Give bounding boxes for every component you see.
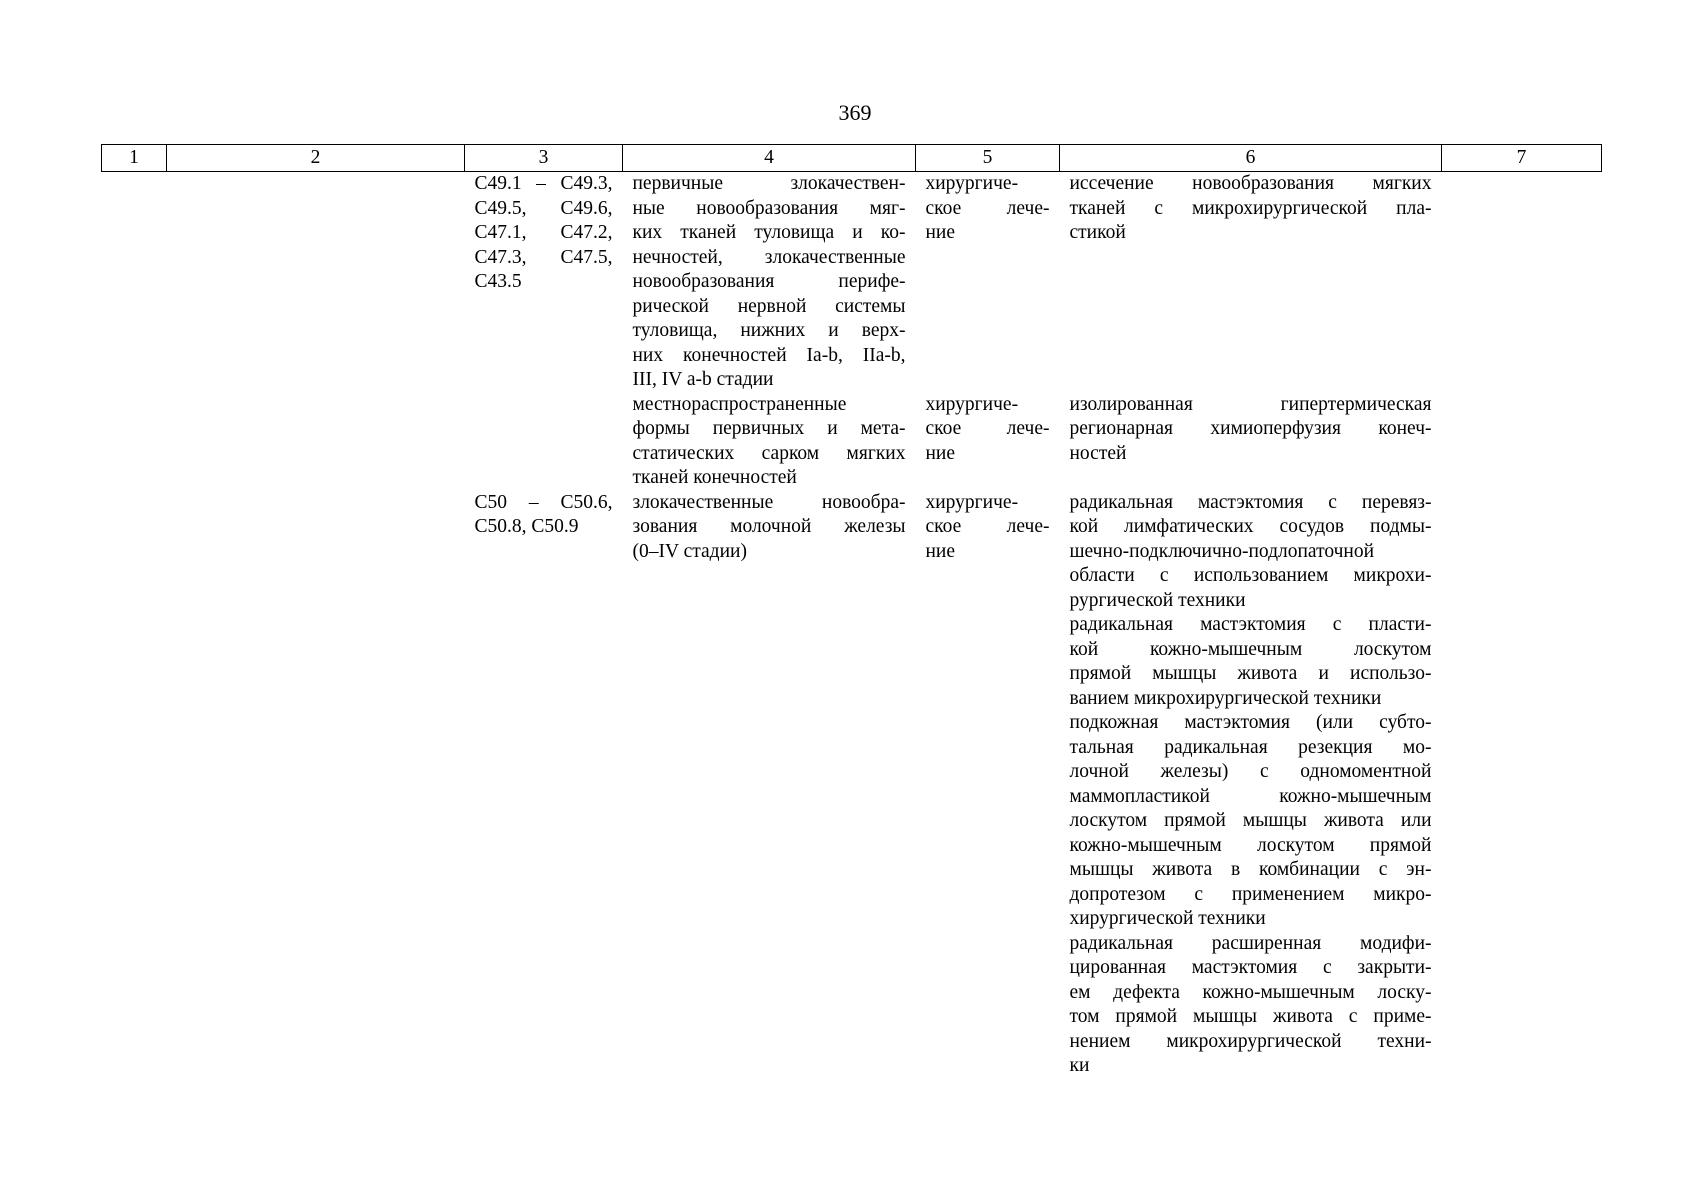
procedure-line: тканей с микрохирургической пла- <box>1069 197 1432 219</box>
procedure-item <box>1070 491 1432 614</box>
treatment-type-cell <box>916 393 1060 491</box>
procedure-line: ки <box>1069 1055 1090 1076</box>
condition-line: местнораспространенные <box>632 393 847 415</box>
condition-line: ные новообразования мяг- <box>632 197 906 219</box>
column-header-7: 7 <box>1442 145 1602 172</box>
table-body <box>102 172 1602 1079</box>
procedure-line: том прямой мышцы живота с приме- <box>1069 1006 1432 1027</box>
procedure-line: изолированная гипертермическая <box>1069 393 1432 415</box>
treatment-type-cell <box>916 172 1060 393</box>
procedure-line: лоскутом прямой мышцы живота или <box>1069 810 1432 831</box>
cell-col2 <box>167 172 465 393</box>
icd-codes-cell <box>465 491 623 1079</box>
condition-line: злокачественные новообра- <box>632 491 906 513</box>
procedure-line: допротезом с применением микро- <box>1069 883 1432 905</box>
treatment-line: хирургиче- <box>925 173 1019 194</box>
procedures-table <box>101 144 1602 1079</box>
condition-line: формы первичных и мета- <box>632 418 906 439</box>
procedure-line: ем дефекта кожно-мышечным лоску- <box>1069 981 1432 1003</box>
cell-col1 <box>102 172 167 393</box>
procedure-item <box>1070 711 1432 932</box>
column-header-4: 4 <box>623 145 916 172</box>
procedure-line: шечно-подключично-подлопаточной <box>1069 540 1375 562</box>
cell-col2 <box>167 393 465 491</box>
icd-codes-cell <box>465 172 623 393</box>
procedure-cell <box>1060 393 1442 491</box>
treatment-line: ние <box>925 222 956 243</box>
icd-code-line: С47.3, С47.5, <box>474 246 613 268</box>
condition-line: них конечностей Ia-b, IIa-b, <box>632 344 906 366</box>
procedure-line: ванием микрохирургической техники <box>1069 687 1382 709</box>
column-header-6: 6 <box>1060 145 1442 172</box>
column-header-2: 2 <box>167 145 465 172</box>
icd-code-line: С43.5 <box>474 271 522 292</box>
condition-line: первичные злокачествен- <box>632 173 906 194</box>
procedure-line: тальная радикальная резекция мо- <box>1069 736 1432 758</box>
procedure-line: прямой мышцы живота и использо- <box>1069 663 1432 684</box>
condition-line: нечностей, злокачественные <box>632 246 906 268</box>
procedure-line: радикальная мастэктомия с пласти- <box>1069 614 1432 635</box>
procedure-line: лочной железы) с одномоментной <box>1069 761 1432 782</box>
condition-line: туловища, нижних и верх- <box>632 320 906 341</box>
procedure-line: кожно-мышечным лоскутом прямой <box>1069 834 1432 856</box>
procedure-line: регионарная химиоперфузия конеч- <box>1069 418 1432 439</box>
procedure-item <box>1070 393 1432 467</box>
column-header-3: 3 <box>465 145 623 172</box>
condition-cell <box>623 491 916 1079</box>
condition-line: тканей конечностей <box>632 467 797 488</box>
cell-col7 <box>1442 393 1602 491</box>
condition-cell <box>623 393 916 491</box>
condition-line: III, IV a-b стадии <box>632 369 774 390</box>
icd-code-line: С49.5, С49.6, <box>474 197 613 219</box>
table-row <box>102 172 1602 393</box>
procedure-line: нением микрохирургической техни- <box>1069 1030 1432 1052</box>
table-row <box>102 393 1602 491</box>
procedure-line: кой лимфатических сосудов подмы- <box>1069 516 1432 537</box>
treatment-line: хирургиче- <box>925 393 1019 415</box>
condition-line: рической нервной системы <box>632 295 906 317</box>
condition-line: зования молочной железы <box>632 516 906 537</box>
treatment-line: ние <box>925 442 956 464</box>
procedure-line: мышцы живота в комбинации с эн- <box>1069 859 1432 880</box>
icd-codes-cell <box>465 393 623 491</box>
condition-cell <box>623 172 916 393</box>
procedure-line: рургической техники <box>1069 589 1246 611</box>
icd-code-line: С49.1 – С49.3, <box>474 173 613 194</box>
cell-col7 <box>1442 172 1602 393</box>
procedure-line: ностей <box>1069 442 1127 464</box>
procedure-item <box>1070 613 1432 711</box>
procedure-line: стикой <box>1069 222 1126 243</box>
condition-line: новообразования перифе- <box>632 271 906 292</box>
procedure-line: радикальная мастэктомия с перевяз- <box>1069 491 1432 513</box>
table-header-row <box>102 145 1602 172</box>
treatment-line: ское лече- <box>925 516 1050 537</box>
condition-line: (0–IV стадии) <box>632 540 747 562</box>
procedure-line: подкожная мастэктомия (или субто- <box>1069 712 1432 733</box>
cell-col2 <box>167 491 465 1079</box>
procedure-line: области с использованием микрохи- <box>1069 565 1432 586</box>
procedure-item <box>1070 172 1432 246</box>
table-row <box>102 491 1602 1079</box>
icd-code-line: С50 – С50.6, <box>474 491 613 513</box>
treatment-line: ние <box>925 540 956 562</box>
condition-line: статических сарком мягких <box>632 442 906 464</box>
cell-col7 <box>1442 491 1602 1079</box>
procedure-line: иссечение новообразования мягких <box>1069 173 1432 194</box>
procedure-line: кой кожно-мышечным лоскутом <box>1069 638 1432 660</box>
icd-code-line: С50.8, С50.9 <box>474 516 579 537</box>
cell-col1 <box>102 491 167 1079</box>
treatment-line: ское лече- <box>925 197 1050 219</box>
procedure-line: цированная мастэктомия с закрыти- <box>1069 957 1432 978</box>
page-number: 369 <box>838 100 872 125</box>
icd-code-line: С47.1, С47.2, <box>474 222 613 243</box>
procedure-line: хирургической техники <box>1069 908 1266 929</box>
procedure-line: радикальная расширенная модифи- <box>1069 932 1432 954</box>
treatment-type-cell <box>916 491 1060 1079</box>
column-header-1: 1 <box>102 145 167 172</box>
procedure-cell <box>1060 172 1442 393</box>
cell-col1 <box>102 393 167 491</box>
procedure-item <box>1070 932 1432 1079</box>
procedure-cell <box>1060 491 1442 1079</box>
procedure-line: маммопластикой кожно-мышечным <box>1069 785 1432 807</box>
treatment-line: хирургиче- <box>925 491 1019 513</box>
column-header-5: 5 <box>916 145 1060 172</box>
treatment-line: ское лече- <box>925 418 1050 439</box>
condition-line: ких тканей туловища и ко- <box>632 222 906 243</box>
